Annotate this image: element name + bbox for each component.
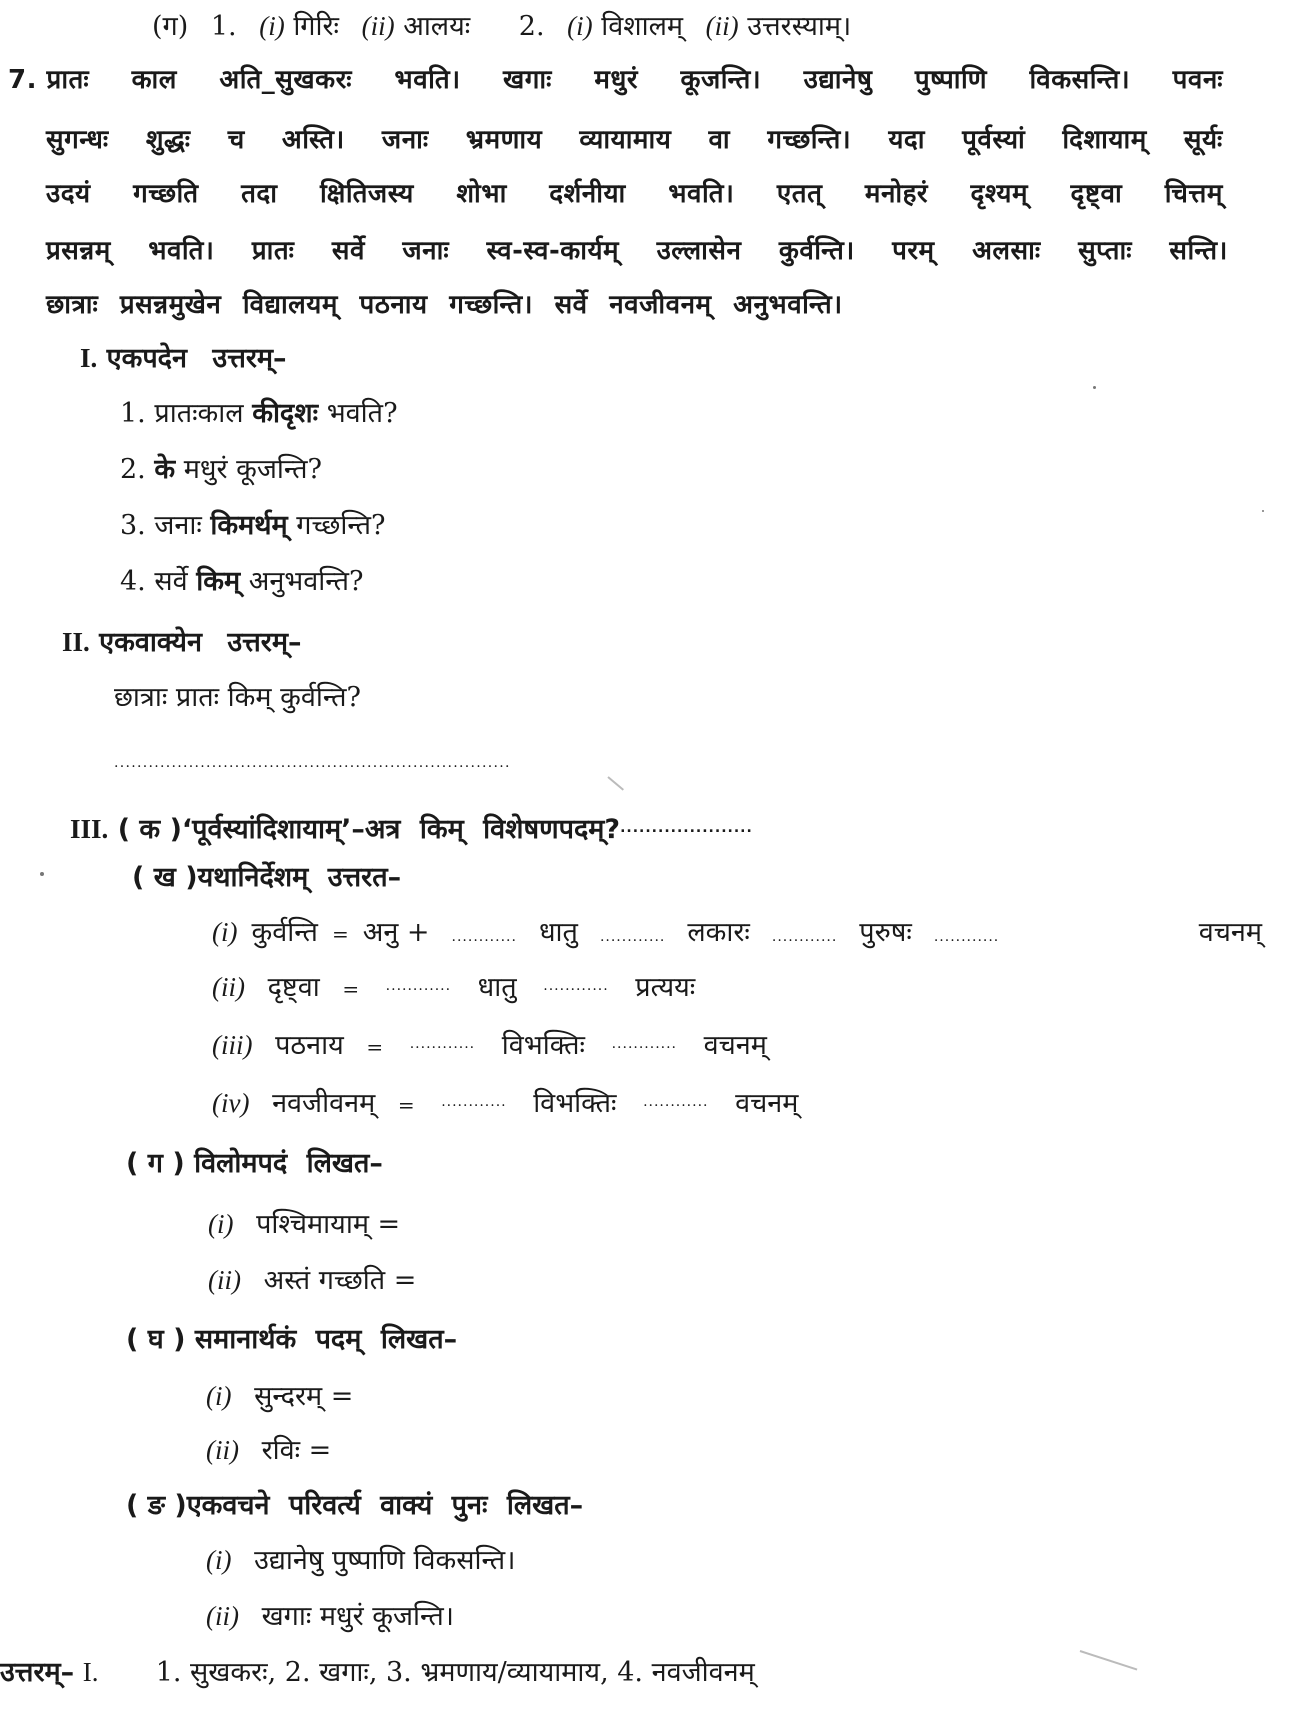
section-I-heading [80, 340, 287, 377]
answers-text: 1. सुखकरः, 2. खगाः, 3. भ्रमणाय/व्यायामाय, 4. नवजीवनम् [155, 1657, 755, 1688]
prev-answer-idx: (i) [567, 11, 593, 41]
passage-word: सुप्ताः [1078, 236, 1132, 266]
passage-word: जनाः [402, 236, 450, 266]
section-I-question-3 [120, 508, 386, 544]
section-numeral: III. [70, 814, 109, 844]
item-word: पठनाय [275, 1030, 344, 1061]
sub-heading-text: विलोमपदं लिखत– [194, 1148, 383, 1179]
prev-answer-num-2: 2. [518, 11, 545, 42]
blank-dots: ............ [599, 929, 666, 945]
gha-item-1 [206, 1378, 353, 1415]
equals-sign: = [331, 922, 349, 946]
item-part: प्रत्ययः [635, 972, 696, 1003]
passage-word: व्यायामाय [579, 125, 672, 155]
passage-word: सर्वे [554, 290, 588, 320]
answers-line [0, 1654, 755, 1691]
passage-word: पुष्पाणि [914, 65, 988, 95]
section-heading-text: एकवाक्येन उत्तरम्– [99, 627, 302, 658]
passage-word: अस्ति। [281, 125, 345, 155]
item-index: (i) [206, 1381, 232, 1411]
blank-dots: ............ [643, 1094, 709, 1110]
passage-word: उल्लासेन [656, 236, 742, 266]
passage-word: वा [708, 125, 731, 155]
passage-line-4 [46, 233, 1228, 269]
prev-answer-word: आलयः [403, 11, 471, 42]
blank-dots: ............ [441, 1094, 507, 1110]
kha-item-2 [212, 968, 695, 1007]
passage-word: जनाः [381, 125, 429, 155]
sub-label: ( ग ) [126, 1148, 185, 1179]
item-word: दृष्ट्वा [267, 972, 320, 1003]
previous-answer-line [152, 8, 851, 45]
question-keyword: किम् [196, 566, 241, 597]
passage-word: प्रातः [251, 236, 295, 266]
item-index: (ii) [208, 1265, 241, 1295]
sub-heading-text: समानार्थकं पदम् लिखत– [194, 1324, 458, 1355]
answers-label: उत्तरम्– [0, 1657, 75, 1688]
scan-speck [1262, 510, 1264, 512]
kha-item-1 [212, 914, 1262, 955]
blank-dots: ............ [409, 1036, 476, 1052]
prev-answer-word: गिरिः [293, 11, 339, 42]
section-II-heading [62, 624, 301, 661]
passage-word: प्रसन्नमुखेन [119, 290, 222, 320]
passage-word: यदा [888, 125, 925, 155]
item-part: वचनम् [1198, 917, 1262, 948]
section-heading-text: एकपदेन उत्तरम्– [106, 343, 287, 374]
passage-word: सूर्यः [1183, 125, 1223, 155]
item-part: विभक्तिः [501, 1030, 586, 1061]
blank-dots: ............ [451, 929, 517, 945]
prev-answer-word: उत्तरस्याम्। [747, 11, 852, 42]
passage-word: अति_सुखकरः [219, 65, 352, 95]
item-word: कुर्वन्ति [251, 917, 318, 948]
item-part: पुरुषः [859, 917, 912, 948]
blank-dots: ............ [543, 978, 609, 994]
passage-word: क्षितिजस्य [319, 179, 414, 209]
passage-word: छात्राः [46, 290, 99, 320]
section-III-kha-heading [132, 860, 401, 896]
passage-word: मधुरं [594, 65, 639, 95]
passage-word: विकसन्ति। [1029, 65, 1131, 95]
passage-word: नवजीवनम् [609, 290, 712, 320]
item-part: वचनम् [703, 1030, 767, 1061]
item-part: लकारः [687, 917, 750, 948]
sub-label: ( घ ) [126, 1324, 186, 1355]
ga-item-2 [208, 1262, 416, 1299]
question-text: जनाः [154, 510, 202, 541]
item-index: (ii) [206, 1435, 239, 1465]
passage-word: शुद्धः [145, 125, 191, 155]
blank-dots: ............ [611, 1036, 678, 1052]
passage-word: भ्रमणाय [465, 125, 543, 155]
passage-word: उद्यानेषु [803, 65, 873, 95]
section-III-nga-heading [126, 1488, 583, 1524]
equals-sign: = [342, 977, 360, 1001]
section-I-question-2 [120, 452, 322, 488]
passage-word: परम् [892, 236, 935, 266]
question-number: 7. प्रातः [8, 65, 90, 95]
item-text: उद्यानेषु पुष्पाणि विकसन्ति। [254, 1545, 516, 1576]
passage-word: दिशायाम् [1062, 125, 1147, 155]
sub-label: ( ख ) [132, 862, 198, 893]
passage-word: गच्छन्ति। [767, 125, 852, 155]
passage-word: एतत् [776, 179, 823, 209]
item-word: नवजीवनम् [272, 1088, 376, 1119]
passage-word: चित्तम् [1164, 179, 1223, 209]
question-text: सर्वे [154, 566, 188, 597]
item-part: धातु [538, 917, 578, 948]
blank-dots: ..................... [620, 820, 753, 836]
blank-dots: ............ [933, 929, 1000, 945]
prev-answer-num-1: 1. [210, 11, 237, 42]
question-num: 2. [120, 454, 146, 485]
section-I-question-4 [120, 564, 363, 600]
section-III-ga-heading [126, 1146, 383, 1182]
passage-word: प्रसन्नम् [46, 236, 111, 266]
question-num: 1. [120, 398, 146, 429]
item-index: (i) [208, 1209, 234, 1239]
item-index: (iv) [212, 1088, 250, 1118]
kha-item-4 [212, 1084, 798, 1123]
item-text: खगाः मधुरं कूजन्ति। [261, 1601, 454, 1632]
passage-word: च [227, 125, 245, 155]
item-index: (ii) [212, 972, 245, 1002]
question-text: मधुरं कूजन्ति? [183, 454, 323, 485]
item-part: अनु + [362, 917, 430, 948]
nga-item-1 [206, 1542, 515, 1579]
item-part: धातु [477, 972, 517, 1003]
sub-label: ( क ) [117, 814, 182, 845]
nga-item-2 [206, 1598, 454, 1635]
passage-word: तदा [241, 179, 278, 209]
answers-numeral: I. [82, 1657, 99, 1687]
passage-line-2 [46, 122, 1223, 158]
item-index: (i) [212, 917, 238, 947]
passage-word: गच्छन्ति। [449, 290, 534, 320]
scan-scratch [607, 776, 624, 790]
passage-word: स्व-स्व-कार्यम् [486, 236, 620, 266]
sub-question-text: ‘पूर्वस्यांदिशायाम्’–अत्र किम् विशेषणपदम्? [181, 814, 621, 845]
question-text: गच्छन्ति? [296, 510, 386, 541]
question-num: 4. [120, 566, 146, 597]
section-II-answer-blank: ..................................................................... [114, 755, 511, 771]
passage-word: कूजन्ति। [680, 65, 762, 95]
passage-word: सुगन्धः [46, 125, 109, 155]
passage-word: पवनः [1172, 65, 1223, 95]
sub-heading-text: एकवचने परिवर्त्य वाक्यं पुनः लिखत– [186, 1490, 584, 1521]
passage-word: अलसाः [972, 236, 1041, 266]
passage-word: सर्वे [331, 236, 365, 266]
item-index: (iii) [212, 1030, 253, 1060]
gha-item-2 [206, 1432, 331, 1469]
passage-line-5 [46, 287, 843, 323]
kha-item-3 [212, 1026, 767, 1065]
sub-heading-text: यथानिर्देशम् उत्तरत– [197, 862, 402, 893]
passage-word: शोभा [456, 179, 507, 209]
passage-word: भवति। [668, 179, 735, 209]
section-numeral: II. [62, 627, 90, 657]
prev-answer-idx: (ii) [361, 11, 395, 41]
passage-word: काल [131, 65, 177, 95]
passage-word: दृश्यम् [970, 179, 1029, 209]
passage-word: पठनाय [359, 290, 428, 320]
passage-word: गच्छति [133, 179, 199, 209]
passage-word: विद्यालयम् [242, 290, 338, 320]
question-num: 3. [120, 510, 146, 541]
scan-speck [40, 872, 44, 876]
section-numeral: I. [80, 343, 98, 373]
question-text: प्रातःकाल [154, 398, 244, 429]
scan-scratch [1080, 1650, 1138, 1670]
passage-word: पूर्वस्यां [962, 125, 1026, 155]
passage-word: भवति। [394, 65, 461, 95]
passage-word: दृष्ट्वा [1070, 179, 1123, 209]
sub-label: ( ङ ) [126, 1490, 187, 1521]
passage-word: कुर्वन्ति। [778, 236, 855, 266]
prev-answer-word: विशालम् [601, 11, 684, 42]
passage-word: खगाः [503, 65, 552, 95]
blank-dots: ............ [385, 978, 452, 994]
question-keyword: किमर्थम् [210, 510, 288, 541]
item-text: अस्तं गच्छति = [263, 1265, 417, 1296]
passage-line-3 [46, 176, 1223, 212]
item-index: (i) [206, 1545, 232, 1575]
question-keyword: कीदृशः [252, 398, 319, 429]
section-III-ka [70, 810, 753, 848]
item-part: वचनम् [735, 1088, 799, 1119]
prev-answer-idx: (i) [259, 11, 285, 41]
item-index: (ii) [206, 1601, 239, 1631]
prev-answer-idx: (ii) [705, 11, 739, 41]
item-text: रविः = [261, 1435, 332, 1466]
section-I-question-1 [120, 396, 398, 432]
scan-speck [1093, 386, 1096, 389]
item-text: पश्चिमायाम् = [256, 1209, 401, 1240]
passage-word: उदयं [46, 179, 91, 209]
ga-item-1 [208, 1206, 400, 1243]
item-part: विभक्तिः [533, 1088, 617, 1119]
passage-line-1 [8, 62, 1223, 98]
section-II-question: छात्राः प्रातः किम् कुर्वन्ति? [114, 682, 362, 713]
passage-word: अनुभवन्ति। [733, 290, 843, 320]
question-keyword: के [154, 454, 176, 485]
passage-word: सन्ति। [1169, 236, 1228, 266]
passage-word: भवति। [148, 236, 215, 266]
question-text: भवति? [326, 398, 398, 429]
prev-answer-label: (ग) [152, 11, 189, 42]
blank-dots: ............ [771, 929, 838, 945]
section-III-gha-heading [126, 1322, 457, 1358]
equals-sign: = [397, 1093, 415, 1117]
equals-sign: = [366, 1035, 384, 1059]
passage-word: दर्शनीया [549, 179, 626, 209]
item-text: सुन्दरम् = [254, 1381, 354, 1412]
question-text: अनुभवन्ति? [248, 566, 364, 597]
passage-word: मनोहरं [864, 179, 929, 209]
